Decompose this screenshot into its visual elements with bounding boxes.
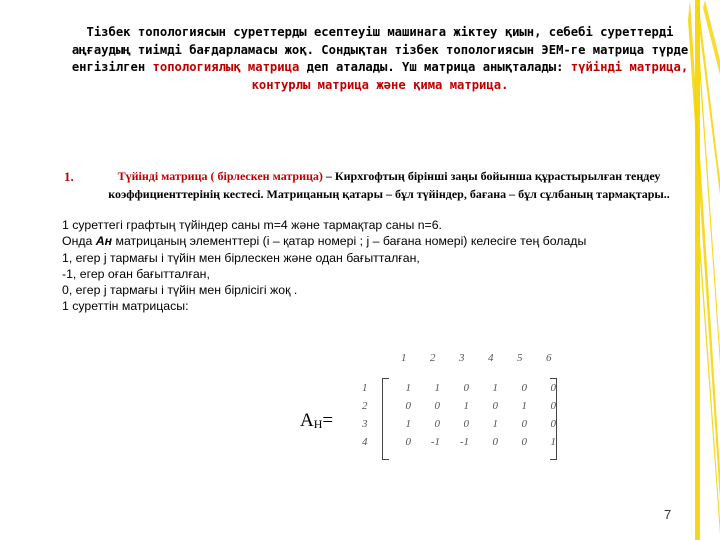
matrix-cell: 0: [405, 400, 411, 412]
matrix-cell: 0: [550, 418, 556, 430]
body-line-elements: Онда Aн матрицаның элементтері (i – қатар номері ; j – бағана номері) келесіге тең болады: [62, 234, 587, 249]
matrix-cell: 0: [492, 400, 498, 412]
matrix-cell: -1: [459, 436, 469, 448]
matrix-cell: 0: [405, 436, 411, 448]
matrix-cell: 1: [463, 400, 469, 412]
matrix-row-header: 3: [362, 418, 368, 430]
list-item-number: 1.: [64, 169, 74, 184]
matrix-column-header: 5: [517, 352, 523, 364]
matrix-cell: 0: [463, 418, 469, 430]
matrix-symbol: Aн: [95, 234, 113, 249]
list-item-text: [64, 168, 684, 203]
page-number: 7: [664, 507, 672, 522]
title-text-part2: деп аталады. Үш матрица анықталады:: [299, 60, 571, 74]
node-matrix-definition: – Кирхгофтың бірінші заңы бойынша құрастырылған теңдеу коэффициенттерінің кестесі. Матрицаның қатары – бұл түйіндер, бағана – бұл сұлбаның тармақтары..: [108, 169, 670, 201]
matrix-cell: 0: [434, 418, 440, 430]
matrix-cell: 1: [492, 418, 498, 430]
matrix-column-header: 1: [401, 352, 407, 364]
body-line-rule-plus: 1, егер j тармағы і түйін мен бірлескен және одан бағытталған,: [62, 250, 420, 265]
matrix-cell: 0: [521, 418, 527, 430]
body-line-rule-zero: 0, егер j тармағы і түйін мен бірлісігі жоқ .: [62, 283, 298, 298]
title-highlight-matrix-types: түйінді матрица, контурлы матрица және қима матрица.: [251, 60, 689, 92]
body-line-matrix-caption: 1 суреттін матрицасы:: [62, 299, 189, 314]
matrix-cell: 0: [550, 400, 556, 412]
matrix-column-header: 2: [430, 352, 436, 364]
body-line-counts: 1 суреттегі графтың түйіндер саны m=4 және тармақтар саны n=6.: [62, 218, 442, 232]
title-text-part1: Тізбек топологиясын суреттерды есептеуіш машинага жіктеу қиын, себебі суреттерді аңғаудың тиімді бағдарламасы жоқ. Сондықтан тізбек топологиясын ЭЕМ-ге матрица түрде енгізілген: [71, 25, 689, 74]
matrix-cell: 0: [492, 436, 498, 448]
title-highlight-topological-matrix: топологиялық матрица: [152, 60, 300, 74]
matrix-cell: 0: [463, 382, 469, 394]
node-matrix-term: Түйінді матрица ( бірлескен матрица): [117, 169, 323, 183]
matrix-cell: 1: [405, 382, 411, 394]
body-line-rule-minus: -1, егер оған бағытталған,: [62, 266, 210, 281]
matrix-cell: 1: [550, 436, 556, 448]
slide-title: [60, 24, 700, 94]
matrix-row-header: 1: [362, 382, 368, 394]
matrix-column-header: 6: [546, 352, 552, 364]
matrix-cell: 0: [434, 400, 440, 412]
matrix-label: $A_H=$: [300, 410, 334, 431]
matrix-cell: -1: [430, 436, 440, 448]
matrix-left-bracket: [382, 378, 389, 460]
matrix-cell: 1: [434, 382, 440, 394]
matrix-cell: 1: [521, 400, 527, 412]
matrix-row-header: 4: [362, 436, 368, 448]
matrix-cell: 0: [550, 382, 556, 394]
list-item-node-matrix: [64, 168, 684, 203]
incidence-matrix: [295, 348, 565, 460]
matrix-cell: 0: [521, 436, 527, 448]
matrix-cell: 0: [521, 382, 527, 394]
matrix-cell: 1: [492, 382, 498, 394]
matrix-column-header: 4: [488, 352, 494, 364]
body-text: [62, 217, 662, 315]
matrix-cell: 1: [405, 418, 411, 430]
matrix-column-header: 3: [459, 352, 465, 364]
matrix-row-header: 2: [362, 400, 368, 412]
